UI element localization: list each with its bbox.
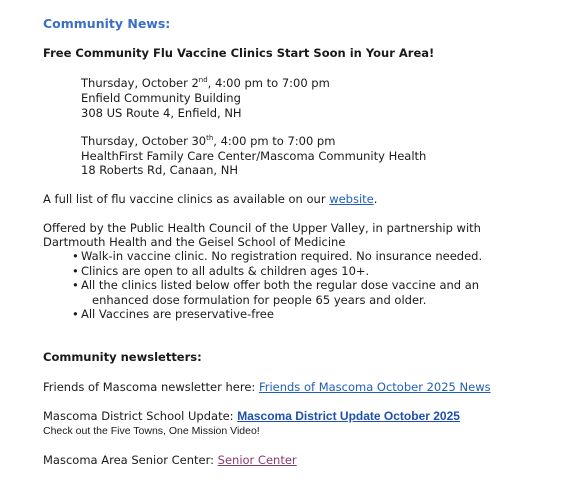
- flu-clinic-headline: Free Community Flu Vaccine Clinics Start Soon in Your Area!: [43, 46, 435, 60]
- district-update-link[interactable]: Mascoma District Update October 2025: [237, 409, 460, 423]
- full-list-line: A full list of flu vaccine clinics as available on our website.: [43, 192, 378, 206]
- clinic-1-place: Enfield Community Building: [81, 91, 241, 105]
- website-link[interactable]: website: [329, 192, 374, 206]
- video-note: Check out the Five Towns, One Mission Video!: [43, 425, 260, 437]
- list-item: • Clinics are open to all adults & children ages 10+.: [72, 264, 482, 279]
- clinic-2-place: HealthFirst Family Care Center/Mascoma Community Health: [81, 149, 427, 163]
- senior-center-link[interactable]: Senior Center: [217, 453, 297, 467]
- school-update-line: Mascoma District School Update: Mascoma District Update October 2025: [43, 409, 460, 423]
- offered-by-line-2: Dartmouth Health and the Geisel School of Medicine: [43, 235, 346, 249]
- offered-by-line-1: Offered by the Public Health Council of the Upper Valley, in partnership with: [43, 221, 481, 235]
- clinic-details-list: [72, 249, 482, 322]
- newsletters-heading: Community newsletters:: [43, 350, 202, 364]
- clinic-1-address: 308 US Route 4, Enfield, NH: [81, 106, 242, 120]
- list-item: • All Vaccines are preservative-free: [72, 307, 482, 322]
- list-item: • All the clinics listed below offer both the regular dose vaccine and an enhanced dose formulation for people 65 years and older.: [72, 278, 482, 307]
- friends-of-mascoma-link[interactable]: Friends of Mascoma October 2025 News: [258, 380, 491, 394]
- senior-center-line: Mascoma Area Senior Center: Senior Center: [43, 453, 297, 467]
- friends-newsletter-line: Friends of Mascoma newsletter here: Friends of Mascoma October 2025 News: [43, 380, 491, 394]
- clinic-2-date: Thursday, October 30th, 4:00 pm to 7:00 pm: [81, 134, 336, 148]
- clinic-2-address: 18 Roberts Rd, Canaan, NH: [81, 163, 238, 177]
- clinic-1-date: Thursday, October 2nd, 4:00 pm to 7:00 pm: [81, 76, 330, 90]
- list-item: • Walk-in vaccine clinic. No registration required. No insurance needed.: [72, 249, 482, 264]
- community-news-heading: Community News:: [43, 16, 171, 31]
